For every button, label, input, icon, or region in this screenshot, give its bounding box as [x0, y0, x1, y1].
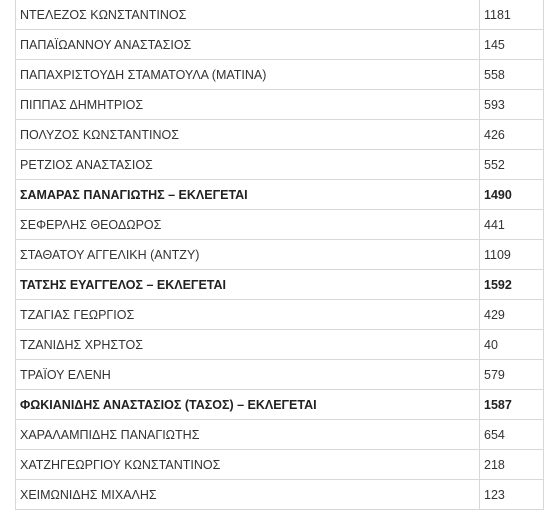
candidate-votes-cell: 429 — [480, 300, 544, 330]
table-row — [16, 60, 544, 90]
candidate-name-cell: ΡΕΤΖΙΟΣ ΑΝΑΣΤΑΣΙΟΣ — [16, 150, 480, 180]
table-row — [16, 120, 544, 150]
table-row — [16, 30, 544, 60]
table-row — [16, 420, 544, 450]
table-row — [16, 180, 544, 210]
candidate-votes-cell: 593 — [480, 90, 544, 120]
table-row — [16, 270, 544, 300]
candidate-name-cell: ΣΑΜΑΡΑΣ ΠΑΝΑΓΙΩΤΗΣ – ΕΚΛΕΓΕΤΑΙ — [16, 180, 480, 210]
table-row — [16, 300, 544, 330]
candidate-votes-cell: 218 — [480, 450, 544, 480]
candidate-votes-cell: 552 — [480, 150, 544, 180]
candidate-name-cell: ΠΙΠΠΑΣ ΔΗΜΗΤΡΙΟΣ — [16, 90, 480, 120]
table-row — [16, 480, 544, 510]
table-row — [16, 0, 544, 30]
candidate-votes-cell: 40 — [480, 330, 544, 360]
candidate-name-cell: ΠΑΠΑΪΩΑΝΝΟΥ ΑΝΑΣΤΑΣΙΟΣ — [16, 30, 480, 60]
table-row — [16, 90, 544, 120]
table-row — [16, 450, 544, 480]
candidate-name-cell: ΤΖΑΓΙΑΣ ΓΕΩΡΓΙΟΣ — [16, 300, 480, 330]
table-row — [16, 210, 544, 240]
candidate-name-cell: ΤΖΑΝΙΔΗΣ ΧΡΗΣΤΟΣ — [16, 330, 480, 360]
candidate-name-cell: ΧΑΤΖΗΓΕΩΡΓΙΟΥ ΚΩΝΣΤΑΝΤΙΝΟΣ — [16, 450, 480, 480]
candidate-votes-cell: 1592 — [480, 270, 544, 300]
candidate-votes-cell: 1109 — [480, 240, 544, 270]
candidate-votes-cell: 579 — [480, 360, 544, 390]
candidate-votes-cell: 1587 — [480, 390, 544, 420]
candidate-name-cell: ΣΤΑΘΑΤΟΥ ΑΓΓΕΛΙΚΗ (ΑΝΤΖΥ) — [16, 240, 480, 270]
candidate-name-cell: ΦΩΚΙΑΝΙΔΗΣ ΑΝΑΣΤΑΣΙΟΣ (ΤΑΣΟΣ) – ΕΚΛΕΓΕΤΑΙ — [16, 390, 480, 420]
table-row — [16, 240, 544, 270]
candidate-name-cell: ΠΟΛΥΖΟΣ ΚΩΝΣΤΑΝΤΙΝΟΣ — [16, 120, 480, 150]
candidate-name-cell: ΝΤΕΛΕΖΟΣ ΚΩΝΣΤΑΝΤΙΝΟΣ — [16, 0, 480, 30]
candidate-votes-cell: 654 — [480, 420, 544, 450]
candidate-votes-cell: 145 — [480, 30, 544, 60]
candidate-name-cell: ΤΑΤΣΗΣ ΕΥΑΓΓΕΛΟΣ – ΕΚΛΕΓΕΤΑΙ — [16, 270, 480, 300]
candidate-votes-cell: 1490 — [480, 180, 544, 210]
table-row — [16, 330, 544, 360]
table-row — [16, 390, 544, 420]
candidates-table — [15, 0, 544, 510]
candidate-name-cell: ΠΑΠΑΧΡΙΣΤΟΥΔΗ ΣΤΑΜΑΤΟΥΛΑ (ΜΑΤΙΝΑ) — [16, 60, 480, 90]
candidate-name-cell: ΤΡΑΪΟΥ ΕΛΕΝΗ — [16, 360, 480, 390]
candidate-name-cell: ΣΕΦΕΡΛΗΣ ΘΕΟΔΩΡΟΣ — [16, 210, 480, 240]
candidate-votes-cell: 123 — [480, 480, 544, 510]
table-row — [16, 360, 544, 390]
candidate-votes-cell: 426 — [480, 120, 544, 150]
table-row — [16, 150, 544, 180]
candidate-votes-cell: 1181 — [480, 0, 544, 30]
candidate-votes-cell: 441 — [480, 210, 544, 240]
candidates-table-body — [16, 0, 544, 510]
candidate-name-cell: ΧΕΙΜΩΝΙΔΗΣ ΜΙΧΑΛΗΣ — [16, 480, 480, 510]
candidate-votes-cell: 558 — [480, 60, 544, 90]
candidate-name-cell: ΧΑΡΑΛΑΜΠΙΔΗΣ ΠΑΝΑΓΙΩΤΗΣ — [16, 420, 480, 450]
